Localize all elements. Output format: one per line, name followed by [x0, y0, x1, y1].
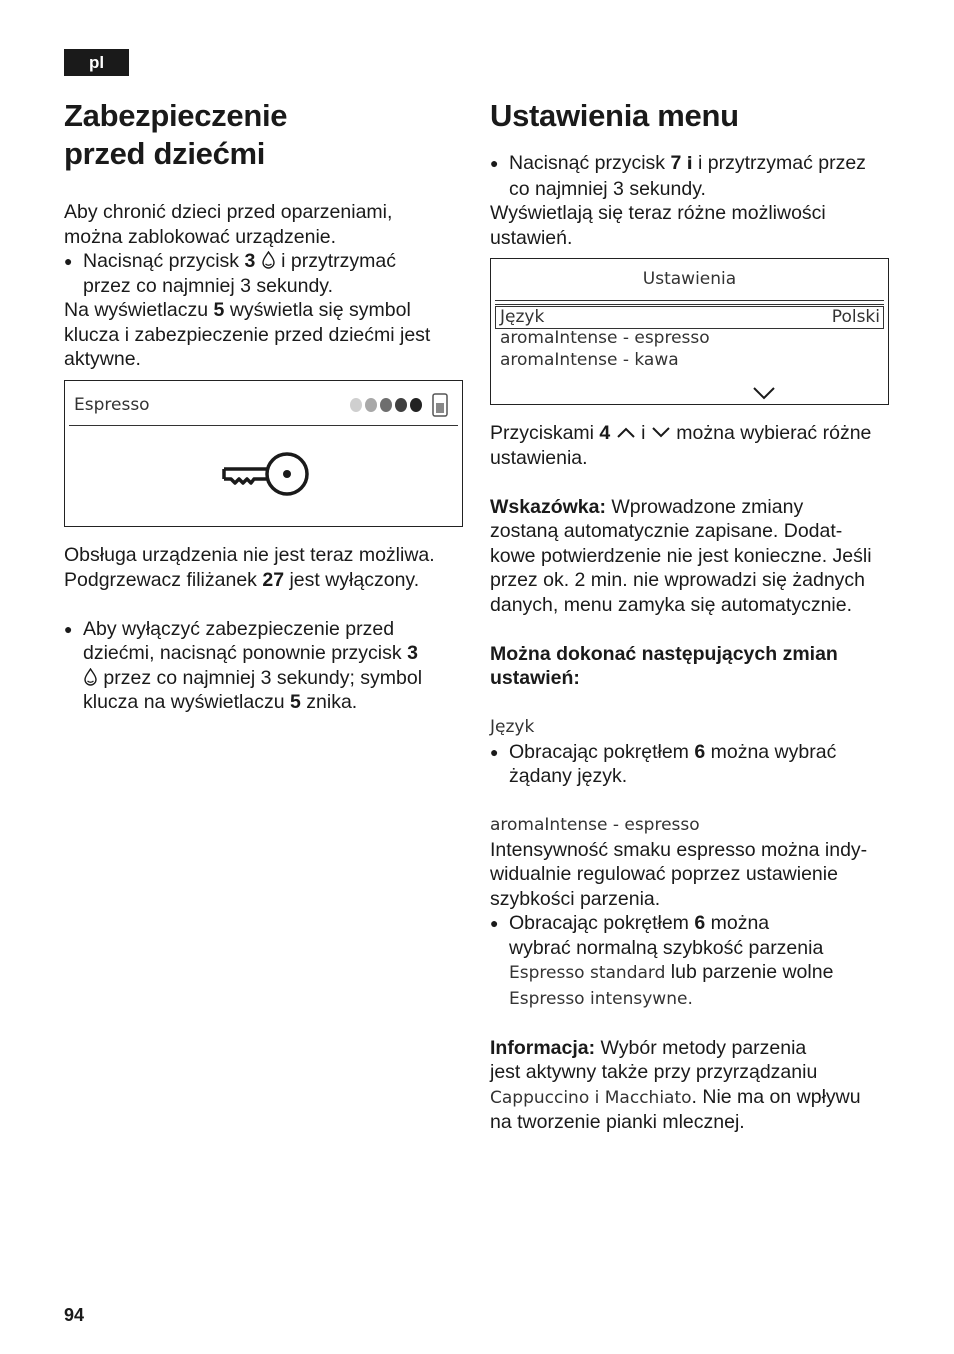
chevron-down-icon — [651, 426, 671, 438]
instruction-bullet: ● Obracając pokrętłem 6 można wybrać żądany język. — [490, 740, 895, 789]
instruction-bullet: ● Nacisnąć przycisk 7 i i przytrzymać przez co najmniej 3 sekundy. — [490, 151, 895, 201]
title-line-2: przed dziećmi — [64, 136, 266, 171]
text-line: widualnie regulować poprzez ustawienie — [490, 863, 838, 885]
page-number: 94 — [64, 1305, 85, 1325]
text-line: na tworzenie pianki mlecznej. — [490, 1111, 745, 1133]
text-line: szybkości parzenia. — [490, 887, 661, 910]
child-lock-effects — [64, 543, 464, 715]
text-line: Przyciskami 4 i można wybierać różne — [490, 422, 872, 444]
menu-settings-intro — [490, 151, 895, 250]
display-locked-screen — [64, 380, 463, 527]
menu-settings-body — [490, 421, 895, 1135]
button-number: 3 — [407, 642, 418, 664]
chevron-up-icon — [616, 426, 636, 438]
language-tab: pl — [64, 49, 129, 76]
display-option: Cappuccino i Macchiato — [490, 1087, 692, 1108]
text-line: Cappuccino i Macchiato. Nie ma on wpływu — [490, 1085, 861, 1108]
text-line: ustawienia. — [490, 446, 588, 469]
settings-row-value: Polski — [831, 307, 880, 327]
lock-button-icon — [83, 668, 98, 686]
text-line: aktywne. — [64, 348, 141, 370]
settings-row-selected[interactable] — [495, 306, 884, 329]
text-line: klucza i zabezpieczenie przed dziećmi jest — [64, 323, 431, 346]
text-line: Aby chronić dzieci przed oparzeniami, — [64, 201, 393, 223]
settings-row-label: Język — [500, 307, 545, 327]
display-divider — [495, 300, 884, 301]
settings-row[interactable]: aromaIntense - espresso — [500, 328, 710, 348]
info-button-icon: i — [686, 154, 693, 174]
text-line: Obsługa urządzenia nie jest teraz możliwa. — [64, 544, 435, 566]
text-line: można zablokować urządzenie. — [64, 225, 337, 248]
instruction-bullet: ● Nacisnąć przycisk 3 i przytrzymać przez co najmniej 3 sekundy. — [64, 249, 464, 298]
strength-beans-icon — [347, 391, 455, 419]
text-line: ustawień: — [490, 667, 580, 689]
title-line-1: Zabezpieczenie — [64, 98, 288, 133]
text-line: zostaną automatycznie zapisane. Dodat- — [490, 520, 843, 542]
display-divider — [69, 425, 458, 426]
instruction-bullet: ● Obracając pokrętłem 6 można wybrać normalną szybkość parzenia Espresso standard lub parzenie wolne Espresso intensywne. — [490, 911, 895, 1011]
text-line: Można dokonać następujących zmian — [490, 642, 838, 665]
text-line: danych, menu zamyka się automatycznie. — [490, 593, 853, 616]
text-line: Intensywność smaku espresso można indy- — [490, 838, 868, 861]
text-line: Wyświetlają się teraz różne możliwości — [490, 202, 826, 224]
text-line: Wskazówka: Wprowadzone zmiany — [490, 495, 804, 518]
display-title: Ustawienia — [642, 269, 737, 289]
instruction-bullet: ● Aby wyłączyć zabezpieczenie przed dziećmi, nacisnąć ponownie przycisk 3 przez co najmniej 3 sekundy; symbol klucza na wyświetlaczu 5 znika. — [64, 617, 464, 715]
display-settings-screen — [490, 258, 889, 405]
section-title-child-lock — [64, 97, 287, 173]
text-line: Informacja: Wybór metody parzenia — [490, 1036, 807, 1059]
display-divider — [495, 304, 884, 305]
setting-heading: aromaIntense - espresso — [490, 815, 700, 835]
text-line: kowe potwierdzenie nie jest konieczne. Jeśli — [490, 544, 872, 567]
text-line: jest aktywny także przy przyrządzaniu — [490, 1061, 818, 1083]
text-line: ustawień. — [490, 226, 573, 249]
text-line: Na wyświetlaczu 5 wyświetla się symbol — [64, 299, 411, 321]
button-number: 3 — [244, 250, 256, 272]
display-option: Espresso standard — [509, 963, 666, 983]
settings-row[interactable]: aromaIntense - kawa — [500, 350, 679, 370]
display-option: Espresso intensywne — [509, 988, 688, 1009]
child-lock-intro — [64, 200, 464, 372]
text-line: Podgrzewacz filiżanek 27 jest wyłączony. — [64, 568, 420, 591]
text-line: przez ok. 2 min. nie wprowadzi się żadnych — [490, 569, 866, 591]
key-icon — [220, 449, 312, 499]
section-title-menu-settings: Ustawienia menu — [490, 98, 739, 133]
setting-heading: Język — [490, 717, 535, 737]
chevron-down-icon — [752, 386, 776, 400]
display-drink-label: Espresso — [74, 395, 150, 415]
lock-button-icon — [261, 251, 276, 269]
